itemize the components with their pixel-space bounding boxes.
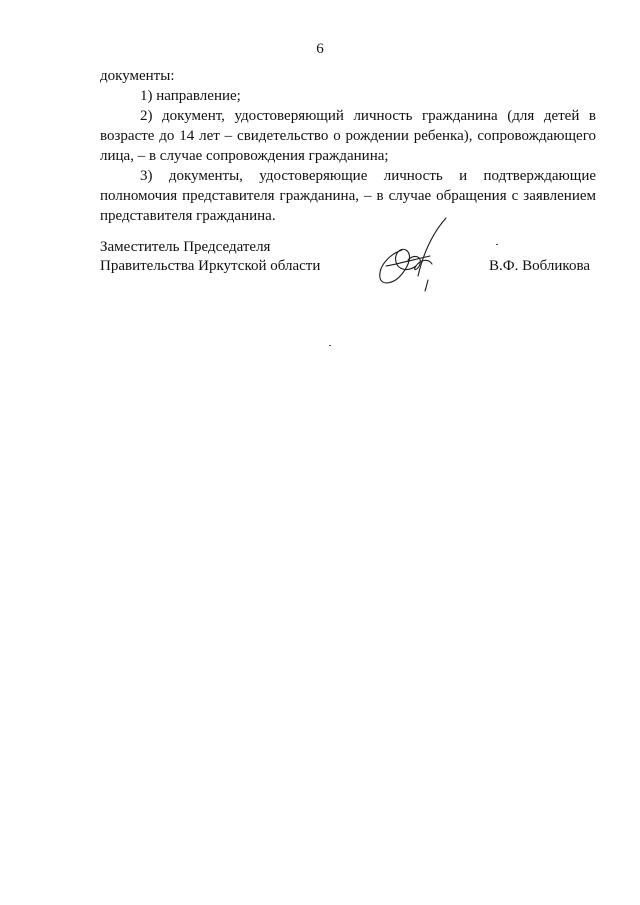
handwritten-signature-icon <box>372 214 452 294</box>
signatory-position-line-1: Заместитель Председателя <box>100 239 271 255</box>
signatory-position-line-2: Правительства Иркутской области <box>100 258 321 274</box>
page-number: 6 <box>316 41 324 57</box>
scan-speck <box>329 345 331 346</box>
signatory-position <box>100 238 320 276</box>
paragraph-lead: документы: <box>100 68 175 84</box>
scan-speck <box>496 244 498 245</box>
signatory-name: В.Ф. Вобликова <box>489 258 590 274</box>
document-body <box>100 66 596 226</box>
list-item-1: 1) направление; <box>140 88 241 104</box>
list-item-3: 3) документы, удостоверяющие личность и подтверждающие полномочия представителя гражданина, – в случае обращения с заявлением представителя гражданина. <box>100 168 596 224</box>
signature-block <box>100 238 596 298</box>
list-item-2: 2) документ, удостоверяющий личность гражданина (для детей в возрасте до 14 лет – свидетельство о рождении ребенка), сопровождающего лица, – в случае сопровождения гражданина; <box>100 108 596 164</box>
